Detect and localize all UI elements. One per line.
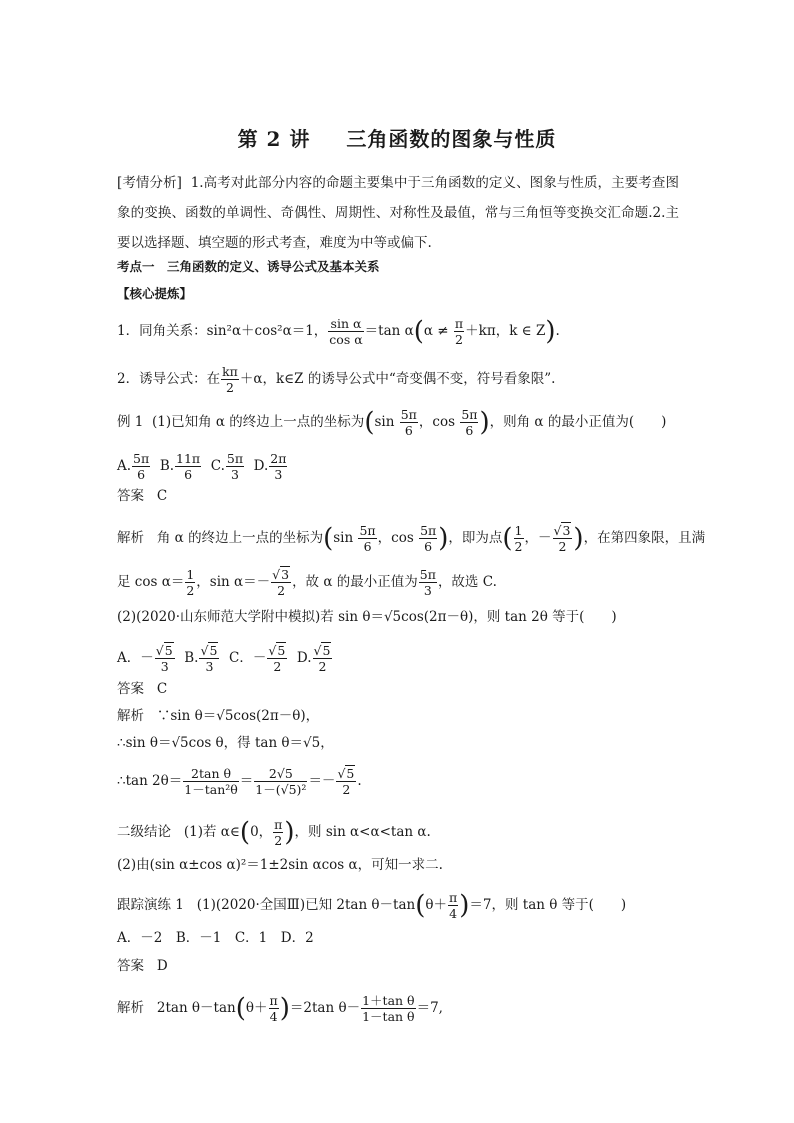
induction-formula: 2．诱导公式：在 $\frac{k\pi}{2}$ ＋α，k∈Z 的诱导公式中“奇变偶不变，符号看象限”. — [117, 364, 556, 395]
example-2-options: A．－ $\frac{√5}{3}$ B. $\frac{√5}{3}$ C．－ $\frac{√5}{2}$ D. $\frac{√5}{2}$ — [117, 643, 331, 674]
example-1-question: 例 1 (1)已知角 α 的终边上一点的坐标为(sin $\frac{5\pi}{6}$ ，cos $\frac{5\pi}{6}$ )，则角 α 的最小正值为( ) — [117, 407, 667, 438]
example-2-solution-line1: 解析 ∵sin θ＝√5cos(2π－θ)， — [117, 708, 320, 724]
example-1-options: A. $\frac{5\pi}{6}$ B. $\frac{11\pi}{6}$ C. $\frac{5\pi}{3}$ D. $\frac{2\pi}{3}$ — [117, 451, 287, 482]
example-2-solution-line2: ∴sin θ＝√5cos θ，得 tan θ＝√5， — [117, 735, 334, 751]
practice-1-solution: 解析 2tan θ－tan(θ＋ $\frac{\pi}{4}$ )＝2tan θ－ $\frac{\text{1＋tan θ}}{\text{1－tan θ}}$ ＝7, — [117, 993, 443, 1024]
practice-1-options: A．－2 B．－1 C．1 D．2 — [117, 930, 314, 946]
secondary-conclusion-line1: 二级结论 (1)若 α∈(0， $\frac{\pi}{2}$ )，则 sin α<α<tan α. — [117, 817, 431, 848]
practice-1-question: 跟踪演练 1 (1)(2020·全国Ⅲ)已知 2tan θ－tan(θ＋ $\frac{\pi}{4}$ )＝7，则 tan θ 等于( ) — [117, 890, 627, 921]
secondary-conclusion-line2: (2)由(sin α±cos α)²＝1±2sin αcos α，可知一求二. — [117, 857, 443, 873]
example-2-answer: 答案 C — [117, 681, 168, 697]
example-2-solution-line3: ∴tan 2θ＝ $\frac{\text{2tan θ}}{\text{1－tan²θ}}$ ＝ $\frac{2√5}{\text{1－(√5)²}}$ ＝－ $\frac{√5}{2}$ . — [117, 766, 362, 797]
core-summary-heading: 【核心提炼】 — [117, 286, 193, 301]
analysis-tag: [考情分析] — [117, 175, 182, 191]
example-2-question: (2)(2020·山东师范大学附中模拟)若 sin θ＝√5cos(2π－θ)，则 tan 2θ 等于( ) — [117, 609, 617, 625]
practice-1-answer: 答案 D — [117, 958, 168, 974]
page-title — [0, 123, 794, 152]
lecture-number: 第 2 讲 — [237, 127, 311, 151]
example-1-solution-line2: 足 cos α＝ $\frac{1}{2}$ ，sin α＝－ $\frac{√3}{2}$ ，故 α 的最小正值为 $\frac{5\pi}{3}$ ，故选 C. — [117, 567, 497, 598]
identity-relation: 1．同角关系：sin²α＋cos²α＝1， $\frac{\text{sin α}}{\text{cos α}}$ ＝tan α(α ≠ $\frac{\pi}{2}$ ＋kπ，k ∈ Z). — [117, 316, 560, 347]
section-heading: 考点一 三角函数的定义、诱导公式及基本关系 — [117, 259, 380, 274]
analysis-text: 1.高考对此部分内容的命题主要集中于三角函数的定义、图象与性质，主要考查图象的变换、函数的单调性、奇偶性、周期性、对称性及最值，常与三角恒等变换交汇命题.2.主要以选择题、填空题的形式考查，难度为中等或偏下. — [117, 175, 679, 251]
example-1-solution-line1: 解析 角 α 的终边上一点的坐标为(sin $\frac{5\pi}{6}$ ，cos $\frac{5\pi}{6}$ )，即为点( $\frac{1}{2}$ ，－ $\frac{√3}{2}$ )，在第四象限，且满 — [117, 523, 706, 554]
example-1-answer: 答案 C — [117, 488, 168, 504]
lecture-topic: 三角函数的图象与性质 — [346, 127, 557, 151]
analysis-paragraph — [117, 168, 679, 258]
